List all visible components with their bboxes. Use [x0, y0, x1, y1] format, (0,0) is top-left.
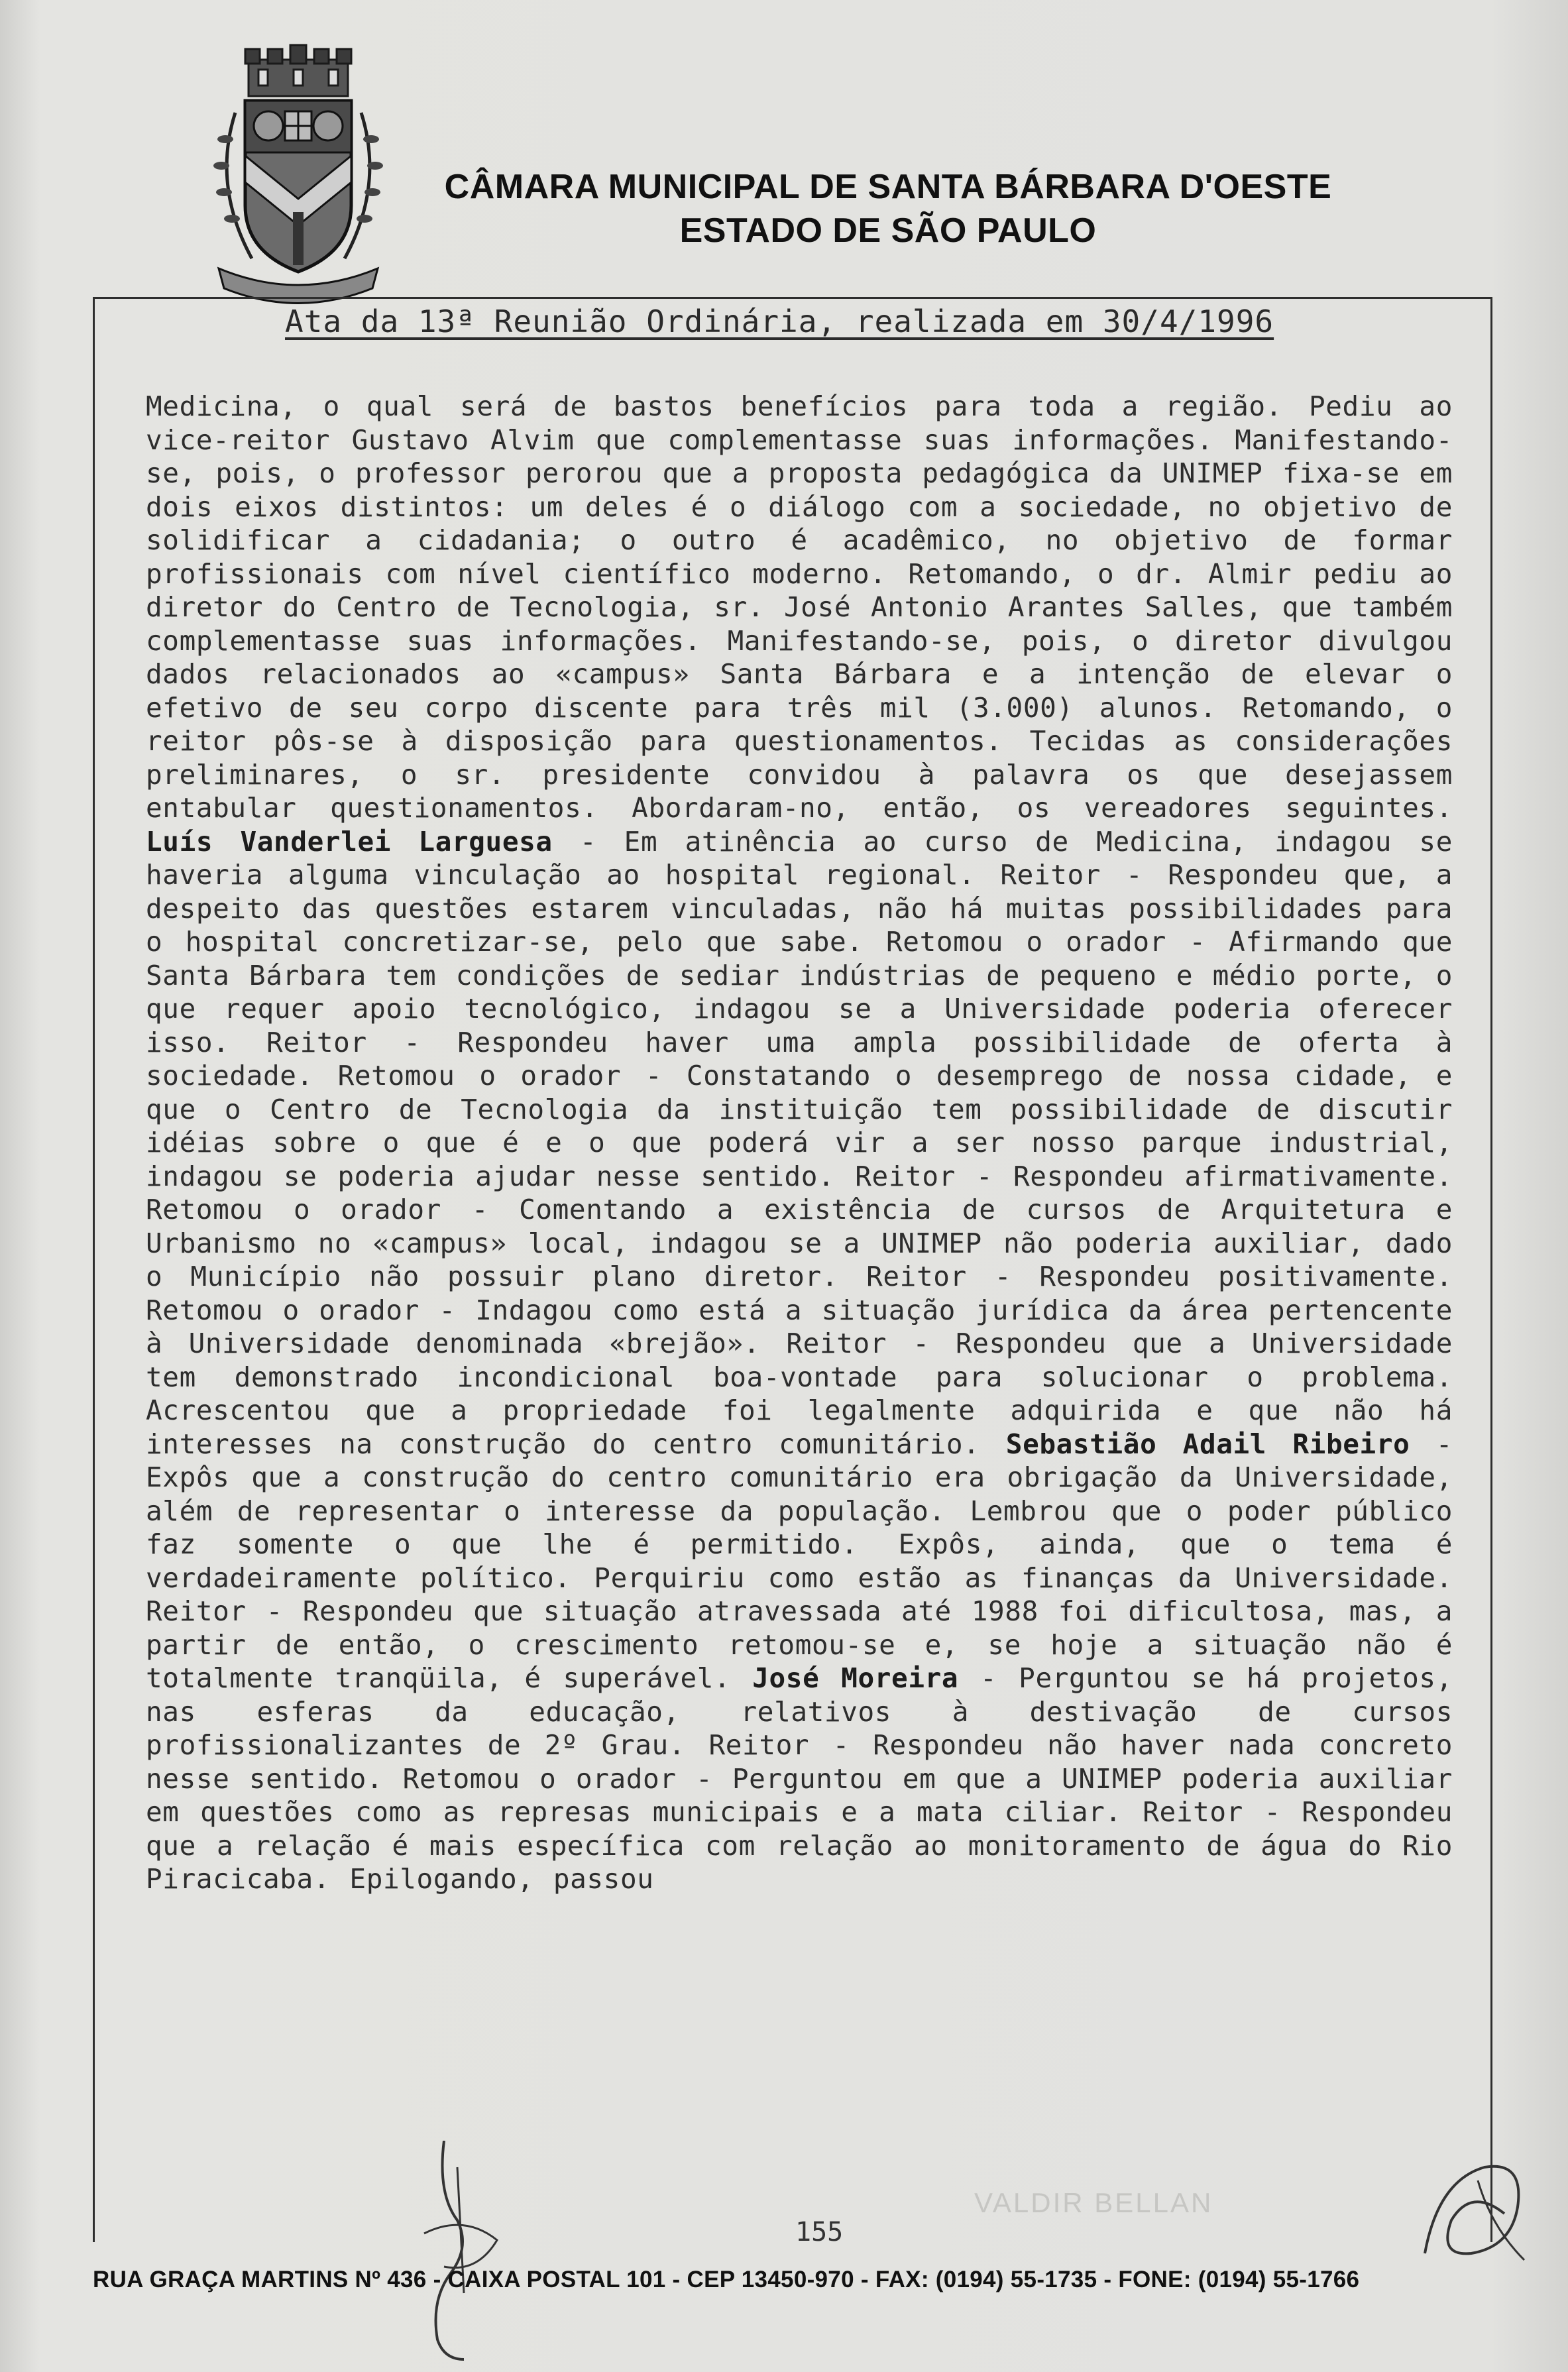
minutes-text-segment: - Expôs que a construção do centro comunitário era obrigação da Universidade, além de representar o interesse da população. Lembrou que o poder público faz somente o que lhe é permitido. Expôs, ainda, que o tema é verdadeiramente político. Perquiriu como estão as finanças da Universidade. Reitor - Respondeu que situação atravessada até 1988 foi dificultosa, mas, a partir de então, o crescimento retomou-se e, se hoje a situação não é totalmente tranqüila, é superável.: [146, 1428, 1453, 1694]
handwritten-signature-icon: [398, 2141, 543, 2366]
municipal-coat-of-arms-icon: [199, 40, 398, 305]
initials-signature-icon: [1412, 2141, 1538, 2273]
speaker-name: Sebastião Adail Ribeiro: [1005, 1428, 1410, 1460]
chamber-name: CÂMARA MUNICIPAL DE SANTA BÁRBARA D'OESTE: [444, 168, 1332, 206]
footer-address: RUA GRAÇA MARTINS Nº 436 - CAIXA POSTAL 101 - CEP 13450-970 - FAX: (0194) 55-1735 - FONE: (0194) 55-1766: [93, 2267, 1360, 2292]
minutes-body-text: [146, 390, 1453, 1896]
minutes-text-segment: Medicina, o qual será de bastos benefícios para toda a região. Pediu ao vice-reitor Gustavo Alvim que complementasse suas informações. Manifestando-se, pois, o professor perorou que a proposta pedagógica da UNIMEP fixa-se em dois eixos distintos: um deles é o diálogo com a sociedade, no objetivo de solidificar a cidadania; o outro é acadêmico, no objetivo de formar profissionais com nível científico moderno. Retomando, o dr. Almir pediu ao diretor do Centro de Tecnologia, sr. José Antonio Arantes Salles, que também complementasse suas informações. Manifestando-se, pois, o diretor divulgou dados relacionados ao «campus» Santa Bárbara e a intenção de elevar o efetivo de seu corpo discente para três mil (3.000) alunos. Retomando, o reitor pôs-se à disposição para questionamentos. Tecidas as considerações preliminares, o sr. presidente convidou à palavra os que desejassem entabular questionamentos. Abordaram-no, então, os vereadores seguintes.: [146, 390, 1453, 824]
state-name: ESTADO DE SÃO PAULO: [679, 211, 1097, 250]
minutes-text-segment: - Em atinência ao curso de Medicina, indagou se haveria alguma vinculação ao hospital regional. Reitor - Respondeu que, a despeito das questões estarem vinculadas, não há muitas possibilidades para o hospital concretizar-se, pelo que sabe. Retomou o orador - Afirmando que Santa Bárbara tem condições de sediar indústrias de pequeno e médio porte, o que requer apoio tecnológico, indagou se a Universidade poderia oferecer isso. Reitor - Respondeu haver uma ampla possibilidade de oferta à sociedade. Retomou o orador - Constatando o desemprego de nossa cidade, e que o Centro de Tecnologia da instituição tem possibilidade de discutir idéias sobre o que é e o que poderá vir a ser nosso parque industrial, indagou se poderia ajudar nesse sentido. Reitor - Respondeu afirmativamente. Retomou o orador - Comentando a existência de cursos de Arquitetura e Urbanismo no «campus» local, indagou se a UNIMEP não poderia auxiliar, dado o Município não possuir plano diretor. Reitor - Respondeu positivamente. Retomou o orador - Indagou como está a situação jurídica da área pertencente à Universidade denominada «brejão». Reitor - Respondeu que a Universidade tem demonstrado incondicional boa-vontade para solucionar o problema. Acrescentou que a propriedade foi legalmente adquirida e que não há interesses na construção do centro comunitário.: [146, 825, 1453, 1460]
frame-right-rule: [1490, 297, 1492, 2242]
page-number: 155: [795, 2217, 844, 2247]
frame-top-rule: [93, 297, 1492, 299]
speaker-name: Luís Vanderlei Larguesa: [146, 825, 553, 858]
faint-stamp-text: VALDIR BELLAN: [974, 2187, 1213, 2218]
minutes-heading: Ata da 13ª Reunião Ordinária, realizada em 30/4/1996: [285, 304, 1274, 339]
frame-left-rule: [93, 297, 95, 2242]
speaker-name: José Moreira: [752, 1662, 959, 1694]
minutes-text-segment: - Perguntou se há projetos, nas esferas da educação, relativos à destivação de cursos profissionalizantes de 2º Grau. Reitor - Respondeu não haver nada concreto nesse sentido. Retomou o orador - Perguntou em que a UNIMEP poderia auxiliar em questões como as represas municipais e a mata ciliar. Reitor - Respondeu que a relação é mais específica com relação ao monitoramento de água do Rio Piracicaba. Epilogando, passou: [146, 1662, 1453, 1895]
